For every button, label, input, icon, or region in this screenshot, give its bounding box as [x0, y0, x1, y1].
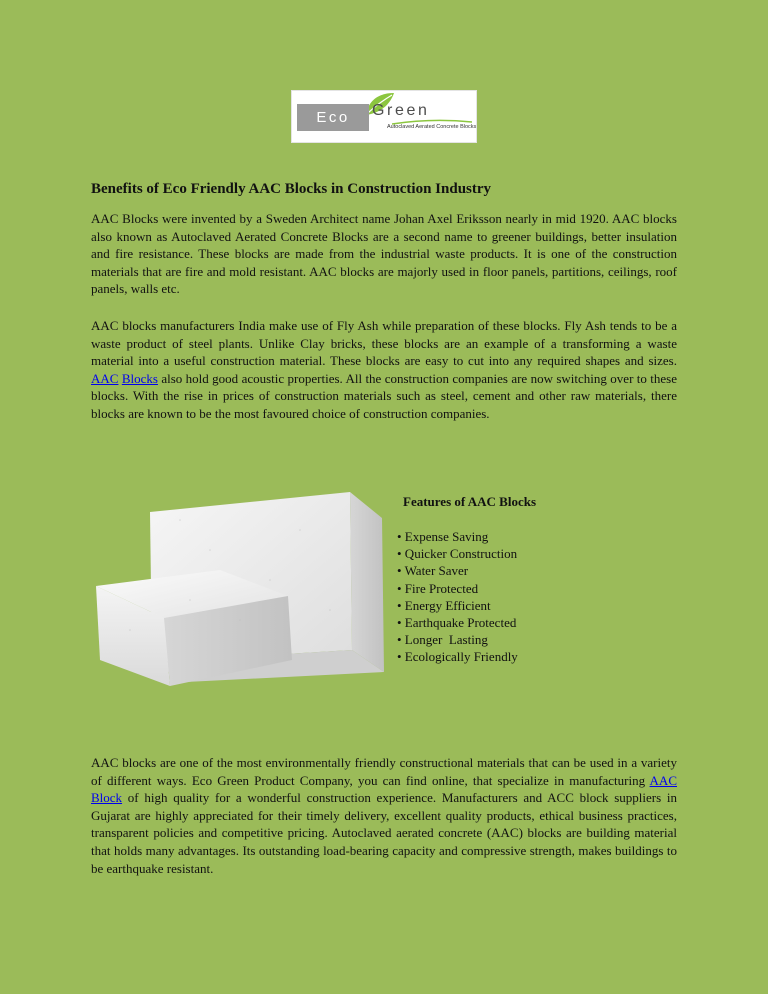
paragraph-text: AAC blocks manufacturers India make use of Fly Ash while preparation of these blocks. Fly Ash tends to be a waste product of steel plants. Unlike Clay bricks, these blocks are an example of a transforming a waste material into a useful construction material. These blocks are easy to cut into any required shapes and sizes. [91, 318, 677, 369]
paragraph-text: also hold good acoustic properties. All the construction companies are now switching over to these blocks. With the rise in prices of construction materials such as steel, cement and other raw materials, there blocks are known to be the most favoured choice of construction companies. [91, 370, 677, 421]
list-item: • Quicker Construction [397, 546, 518, 562]
list-item: • Earthquake Protected [397, 615, 517, 631]
aac-blocks-image [90, 490, 390, 690]
paragraph-text: of high quality for a wonderful construction experience. Manufacturers and ACC block suppliers in Gujarat are highly appreciated for their timely delivery, excellent quality products, ethical business practices, transparent policies and competitive pricing. Autoclaved aerated concrete (AAC) blocks are building material that holds many advantages. Its outstanding load-bearing capacity and compressive strength, makes buildings to be earthquake resistant. [91, 790, 677, 876]
features-heading: Features of AAC Blocks [403, 494, 537, 509]
eco-green-logo [291, 90, 477, 143]
blocks-link[interactable]: Blocks [121, 370, 158, 386]
paragraph-text: AAC blocks are one of the most environmentally friendly constructional materials that can be used in a variety of different ways. Eco Green Product Company, you can find online, that specialize in manufacturing [91, 755, 677, 788]
features-list [397, 528, 518, 666]
list-item: • Expense Saving [397, 529, 489, 544]
logo-eco-text: Eco [297, 104, 369, 131]
logo-subtitle: Autoclaved Aerated Concrete Blocks [387, 124, 477, 130]
closing-paragraph [91, 754, 677, 877]
intro-paragraph: AAC Blocks were invented by a Sweden Architect name Johan Axel Eriksson nearly in mid 1920. AAC blocks also known as Autoclaved Aerated Concrete Blocks are a second name to greener buildings, better insulation and fire resistance. These blocks are made from the industrial waste products. It is one of the construction materials that are fire and mold resistant. AAC blocks are majorly used in floor panels, partitions, ceilings, roof panels, walls etc. [91, 211, 677, 297]
aac-link[interactable]: AAC [91, 370, 119, 386]
logo-green-text: Green [372, 102, 430, 119]
list-item: • Longer Lasting [397, 632, 488, 648]
manufacturers-paragraph [91, 317, 677, 423]
article-title: Benefits of Eco Friendly AAC Blocks in Construction Industry [91, 181, 492, 197]
list-item: • Fire Protected [397, 580, 479, 596]
list-item: • Ecologically Friendly [397, 649, 518, 665]
list-item: • Energy Efficient [397, 597, 491, 613]
aac-block-link[interactable]: AAC Block [91, 772, 677, 806]
list-item: • Water Saver [397, 563, 469, 579]
